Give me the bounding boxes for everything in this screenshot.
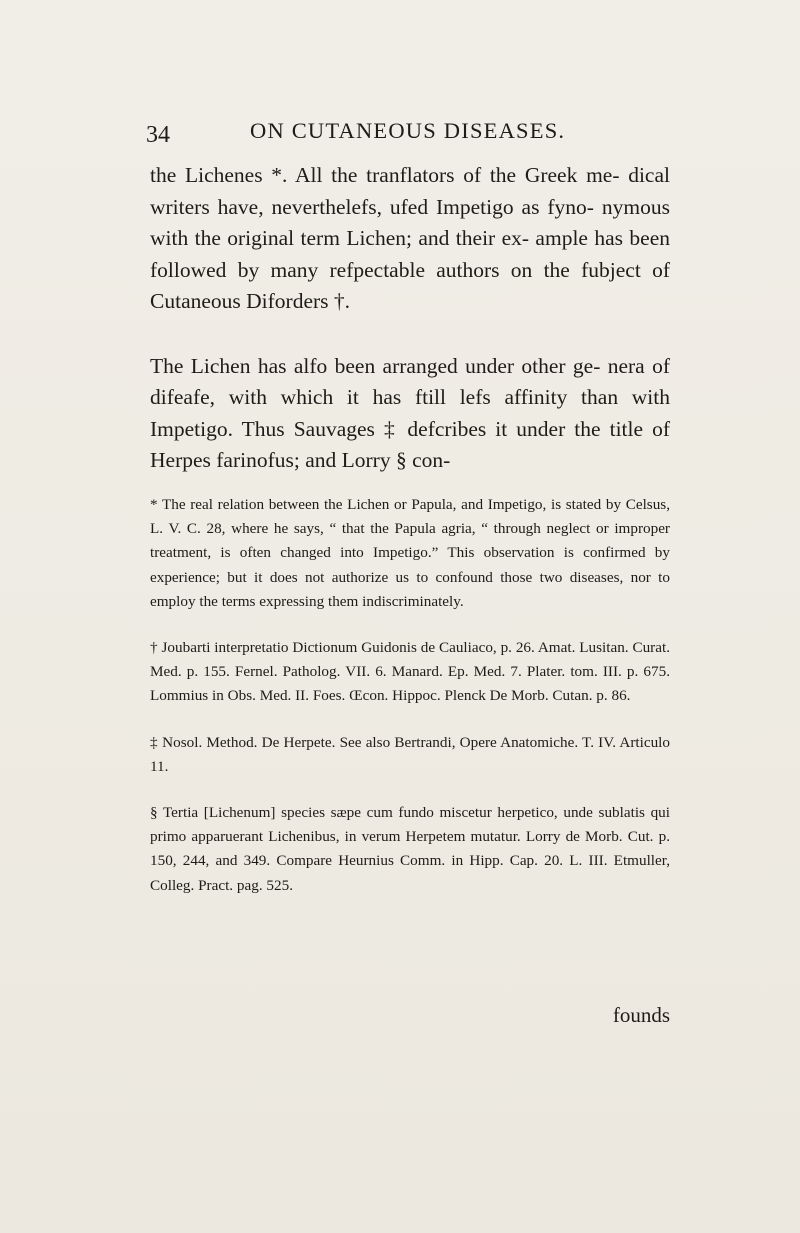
footnote-dagger: † Joubarti interpretatio Dictionum Guidonis de Cauliaco, p. 26. Amat. Lusitan. Curat. Med. p. 155. Fernel. Patholog. VII. 6. Manard. Ep. Med. 7. Plater. tom. III. p. 675. Lommius in Obs. Med. II. Foes. Œcon. Hippoc. Plenck De Morb. Cutan. p. 86.: [150, 639, 670, 705]
body-paragraph-1: the Lichenes *. All the tranflators of the Greek me- dical writers have, neverthelefs, ufed Impetigo as fyno- nymous with the original term Lichen; and their ex- ample has been followed by many refpectable authors on the fubject of Cutaneous Diforders †.: [150, 163, 670, 313]
page-header: [146, 118, 686, 158]
body-text: [150, 160, 670, 477]
footnotes: [150, 493, 670, 920]
footnote-section: § Tertia [Lichenum] species sæpe cum fundo miscetur herpetico, unde sublatis qui primo apparuerant Lichenibus, in verum Herpetem mutatur. Lorry de Morb. Cut. p. 150, 244, and 349. Compare Heurnius Comm. in Hipp. Cap. 20. L. III. Etmuller, Colleg. Pract. pag. 525.: [150, 804, 670, 894]
catchword: founds: [612, 1003, 670, 1027]
footnote-star: * The real relation between the Lichen or Papula, and Impetigo, is stated by Celsus, L. V. C. 28, where he says, “ that the Papula agria, “ through neglect or improper treatment, is often changed into Impetigo.” This observation is confirmed by experience; but it does not authorize us to confound those two diseases, nor to employ the terms expressing them indiscriminately.: [150, 496, 670, 610]
footnote-double-dagger: ‡ Nosol. Method. De Herpete. See also Bertrandi, Opere Anatomiche. T. IV. Articulo 11.: [150, 733, 670, 775]
body-paragraph-2: The Lichen has alfo been arranged under other ge- nera of difeafe, with which it has ftill lefs affinity than with Impetigo. Thus Sauvages ‡ defcribes it under the title of Herpes farinofus; and Lorry § con-: [150, 353, 670, 472]
running-head: ON CUTANEOUS DISEASES.: [250, 118, 566, 143]
page-number: 34: [146, 122, 170, 148]
